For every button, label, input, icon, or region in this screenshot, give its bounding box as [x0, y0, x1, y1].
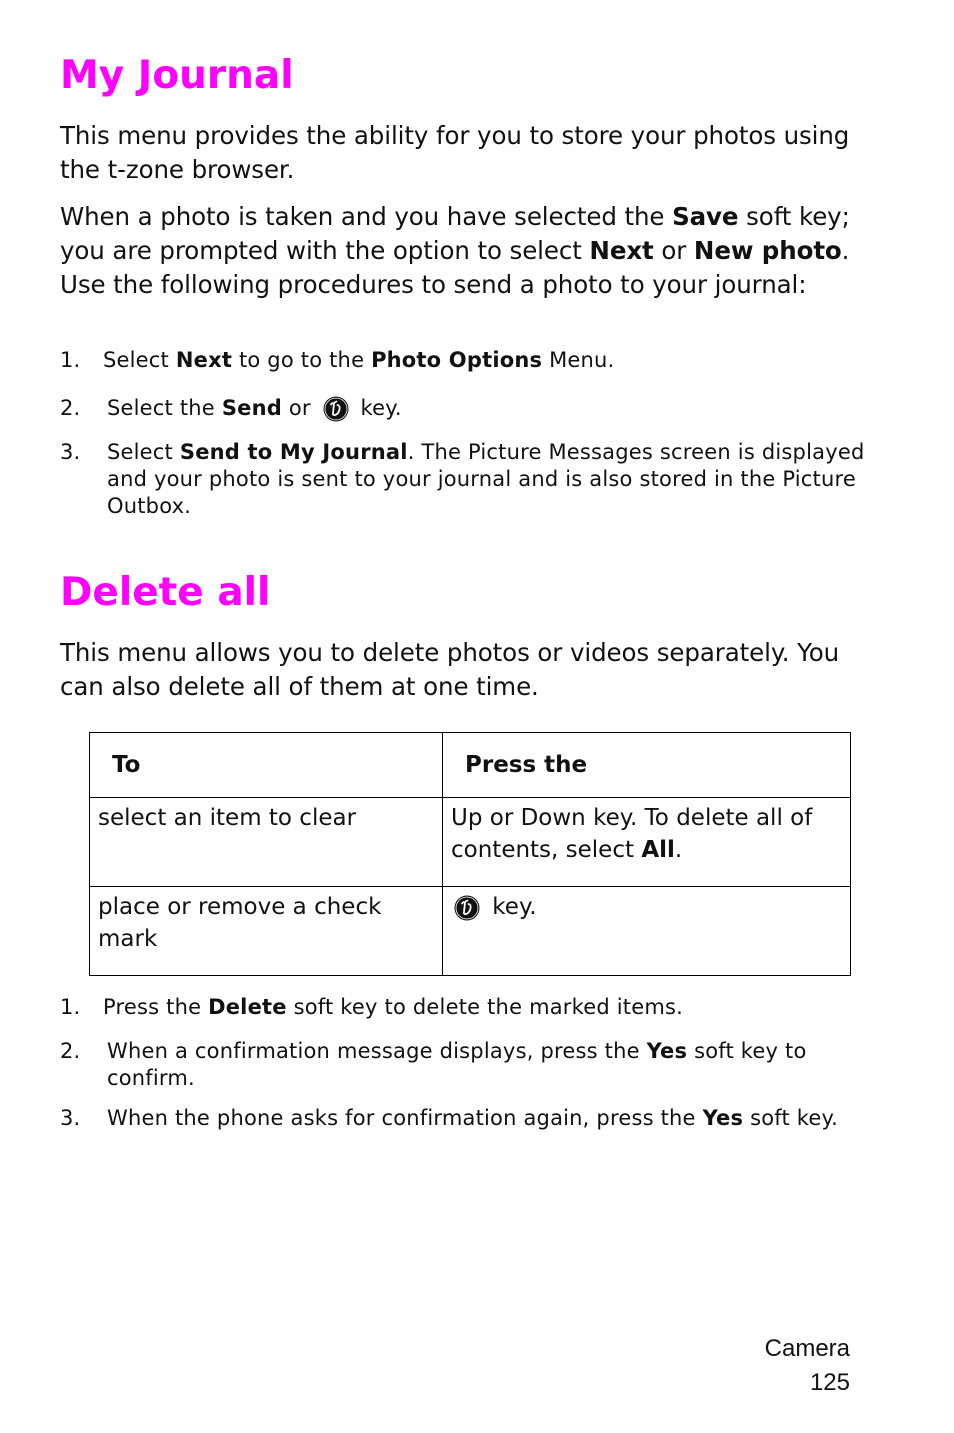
ok-key-icon	[453, 894, 481, 922]
table-header-row	[90, 733, 851, 798]
delete-step-3: 3. When the phone asks for confirmation again, press the Yes soft key.	[60, 1106, 839, 1130]
table-cell-press: Up or Down key. To delete all of contents, select All.	[443, 798, 851, 887]
page-number: 125	[809, 1369, 850, 1396]
table-row	[90, 887, 851, 976]
page-footer	[765, 1332, 850, 1400]
delete-step-2: 2. When a confirmation message displays, press the Yes soft key to confirm.	[60, 1039, 807, 1090]
my-journal-intro: This menu provides the ability for you to store your photos using the t-zone browser.	[60, 121, 850, 184]
key-actions-table	[89, 732, 851, 976]
column-header-to: To	[90, 733, 443, 798]
footer-section-name: Camera	[764, 1335, 850, 1362]
journal-step-1: 1. Select Next to go to the Photo Options Menu.	[60, 348, 615, 372]
column-header-press-the: Press the	[443, 733, 851, 798]
table-row	[90, 798, 851, 887]
ok-key-icon	[322, 395, 350, 423]
table-cell-press: key.	[443, 887, 851, 976]
delete-step-1: 1. Press the Delete soft key to delete the marked items.	[60, 995, 684, 1019]
my-journal-procedure-intro: When a photo is taken and you have selected the Save soft key; you are prompted with the option to select Next or New photo. Use the following procedures to send a photo to your journal:	[60, 202, 850, 299]
table-cell-to: select an item to clear	[90, 798, 443, 887]
heading-delete-all: Delete all	[60, 570, 271, 615]
journal-step-3: 3. Select Send to My Journal. The Picture Messages screen is displayed and your photo is sent to your journal and is also stored in the Picture Outbox.	[60, 440, 865, 518]
heading-my-journal: My Journal	[60, 53, 294, 98]
delete-all-intro: This menu allows you to delete photos or videos separately. You can also delete all of them at one time.	[60, 638, 840, 701]
journal-step-2: 2. Select the Send or key.	[60, 395, 900, 423]
table-cell-to: place or remove a check mark	[90, 887, 443, 976]
